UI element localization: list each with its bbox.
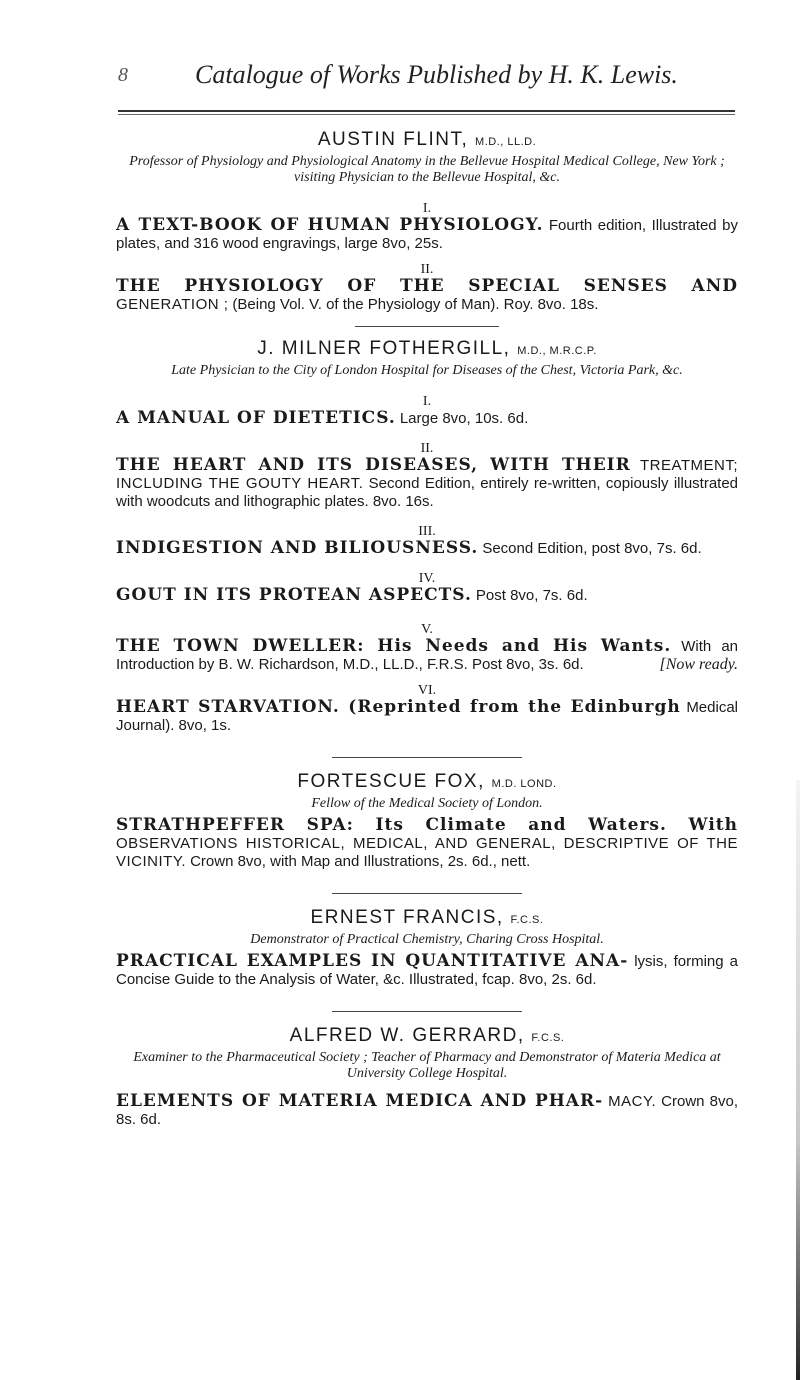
entry-title: GOUT IN ITS PROTEAN ASPECTS. <box>116 585 472 605</box>
entry-description: Second Edition, post 8vo, 7s. 6d. <box>482 540 702 557</box>
entry-description: Medical Journal). 8vo, 1s. <box>116 699 738 734</box>
author-degrees: F.C.S. <box>531 1032 565 1044</box>
entry-title: PRACTICAL EXAMPLES IN QUANTITATIVE ANA- <box>116 951 629 971</box>
entry-numeral: I. <box>422 394 432 409</box>
author-section <box>116 1024 738 1129</box>
header-rule <box>118 110 735 112</box>
entry-description: Large 8vo, 10s. 6d. <box>399 410 529 427</box>
author-name: FORTESCUE FOX, M.D. LOND. <box>297 771 557 792</box>
entry-title: HEART STARVATION. (Reprinted from the Edinburgh <box>116 697 681 717</box>
entry-title: A MANUAL OF DIETETICS. <box>116 408 396 428</box>
entry-title: THE PHYSIOLOGY OF THE SPECIAL SENSES AND <box>116 276 738 296</box>
entry-title: ELEMENTS OF MATERIA MEDICA AND PHAR- <box>116 1091 604 1111</box>
author-affiliation: Demonstrator of Practical Chemistry, Charing Cross Hospital. <box>250 932 604 947</box>
running-head-title: Catalogue of Works Published by H. K. Lewis. <box>195 60 678 89</box>
entry-description: Fourth edition, Illustrated by plates, and 316 wood engravings, large 8vo, 25s. <box>116 217 738 252</box>
catalogue-entry <box>116 216 738 253</box>
page-number: 8 <box>118 64 128 86</box>
entry-description: (Being Vol. V. of the Physiology of Man). Roy. 8vo. 18s. <box>232 296 599 313</box>
entry-description: With an Introduction by B. W. Richardson, M.D., LL.D., F.R.S. Post 8vo, 3s. 6d. <box>116 638 738 673</box>
catalogue-entry <box>116 456 738 511</box>
catalogue-entry <box>116 586 738 605</box>
author-affiliation: Examiner to the Pharmaceutical Society ; Teacher of Pharmacy and Demonstrator of Materia Medica at University College Hospital. <box>133 1050 721 1081</box>
author-name: ERNEST FRANCIS, F.C.S. <box>310 907 544 928</box>
entry-description: Crown 8vo, 8s. 6d. <box>116 1093 738 1128</box>
author-affiliation: Professor of Physiology and Physiological Anatomy in the Bellevue Hospital Medical College, New York ; visiting Physician to the Bellevue Hospital, &c. <box>129 154 725 185</box>
author-name: AUSTIN FLINT, M.D., LL.D. <box>317 129 537 150</box>
entry-subtitle: MACY. <box>608 1093 657 1110</box>
author-degrees: F.C.S. <box>510 914 544 926</box>
section-divider <box>332 893 522 894</box>
catalogue-entry <box>116 1092 738 1129</box>
entry-description: Post 8vo, 7s. 6d. <box>475 587 588 604</box>
entry-title: A TEXT-BOOK OF HUMAN PHYSIOLOGY. <box>116 215 544 235</box>
entry-description: lysis, forming a Concise Guide to the Analysis of Water, &c. Illustrated, fcap. 8vo, 2s. 6d. <box>116 953 738 988</box>
entry-title: INDIGESTION AND BILIOUSNESS. <box>116 538 479 558</box>
catalogue-entry <box>116 816 738 871</box>
author-section <box>116 128 738 314</box>
author-affiliation: Late Physician to the City of London Hospital for Diseases of the Chest, Victoria Park, &c. <box>171 363 683 378</box>
author-section <box>116 906 738 989</box>
entry-subtitle: TREATMENT; INCLUDING THE GOUTY HEART. <box>116 457 739 492</box>
catalogue-entry <box>116 539 738 558</box>
catalogue-entry <box>116 409 738 428</box>
author-name: ALFRED W. GERRARD, F.C.S. <box>289 1025 565 1046</box>
author-name: J. MILNER FOTHERGILL, M.D., M.R.C.P. <box>257 338 597 359</box>
catalogue-entry <box>116 698 738 735</box>
section-divider <box>332 757 522 758</box>
entry-numeral: II. <box>420 262 434 277</box>
entry-numeral: V. <box>421 622 433 637</box>
catalogue-entry <box>116 637 738 674</box>
entry-title: THE TOWN DWELLER: His Needs and His Wants. <box>116 636 672 656</box>
running-head <box>0 60 800 104</box>
entry-numeral: II. <box>420 441 434 456</box>
section-divider <box>332 1011 522 1012</box>
author-section <box>116 770 738 871</box>
entry-title: THE HEART AND ITS DISEASES, WITH THEIR <box>116 455 631 475</box>
author-section <box>116 337 738 735</box>
entry-numeral: I. <box>422 201 432 216</box>
catalogue-content <box>116 128 738 1129</box>
catalogue-entry <box>116 952 738 989</box>
author-affiliation: Fellow of the Medical Society of London. <box>311 796 543 811</box>
entry-numeral: VI. <box>417 683 437 698</box>
entry-numeral: III. <box>418 524 436 539</box>
entry-numeral: IV. <box>418 571 436 586</box>
entry-description: Second Edition, entirely re-written, copiously illustrated with woodcuts and lithographic plates. 8vo. 16s. <box>116 475 739 510</box>
catalogue-entry <box>116 277 738 314</box>
header-rule-thin <box>118 114 735 115</box>
author-degrees: M.D. LOND. <box>491 778 557 790</box>
section-divider <box>355 326 499 327</box>
page-edge-shadow <box>796 780 800 1380</box>
entry-subtitle: GENERATION ; <box>116 296 229 313</box>
entry-description: Crown 8vo, with Map and Illustrations, 2s. 6d., nett. <box>190 853 531 870</box>
entry-title: STRATHPEFFER SPA: Its Climate and Waters. With <box>116 815 738 835</box>
author-degrees: M.D., M.R.C.P. <box>517 345 597 357</box>
entry-subtitle: OBSERVATIONS HISTORICAL, MEDICAL, AND GENERAL, DESCRIPTIVE OF THE VICINITY. <box>116 835 738 870</box>
author-degrees: M.D., LL.D. <box>475 136 537 148</box>
availability-note: [Now ready. <box>659 656 738 673</box>
